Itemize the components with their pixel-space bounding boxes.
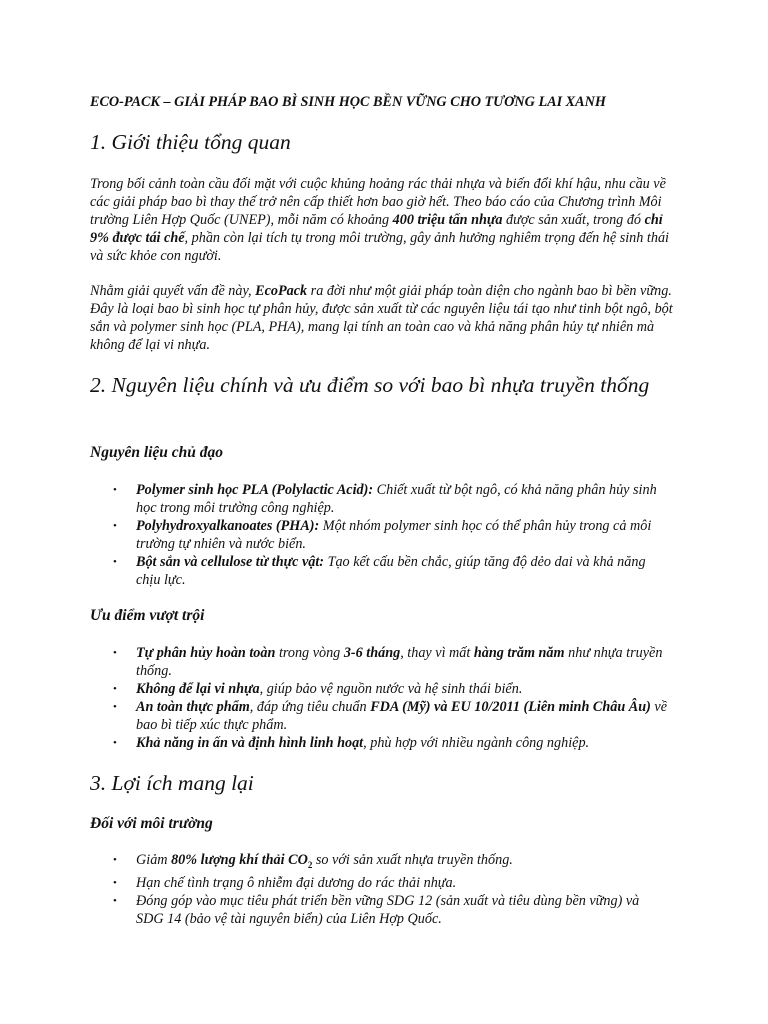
environment-list [90, 851, 670, 928]
bold-run: 400 triệu tấn nhựa [392, 212, 503, 228]
text-run: được sản xuất, trong đó [502, 212, 645, 228]
document-title: ECO-PACK – GIẢI PHÁP BAO BÌ SINH HỌC BỀN VỮNG CHO TƯƠNG LAI XANH [90, 94, 606, 110]
intro-paragraph-2 [90, 282, 675, 354]
text-run: Một nhóm polymer sinh học có thể phân hủy trong cả môi trường tự nhiên và nước biển. [136, 518, 652, 552]
bullet-icon: • [113, 484, 117, 496]
bullet-icon: • [113, 701, 117, 713]
bold-run: Bột sắn và cellulose từ thực vật: [136, 554, 325, 570]
list-item [90, 680, 670, 698]
bold-run: Không để lại vi nhựa [136, 681, 260, 697]
materials-list [90, 481, 670, 589]
text-run: Hạn chế tình trạng ô nhiễm đại dương do rác thải nhựa. [136, 874, 457, 891]
bullet-icon: • [113, 894, 117, 907]
text-run: như nhựa truyền thống. [136, 645, 663, 679]
bold-run: hàng trăm năm [473, 645, 565, 661]
text-run: , phần còn lại tích tụ trong môi trường, gây ảnh hưởng nghiêm trọng đến hệ sinh thái và sức khỏe con người. [90, 230, 669, 264]
text-run: Trong bối cảnh toàn cầu đối mặt với cuộc khủng hoảng rác thải nhựa và biến đổi khí hậu, nhu cầu về các giải pháp bao bì thay thế trở nên cấp thiết hơn bao giờ hết. Theo báo cáo của Chương trình Môi trường Liên Hợp Quốc (UNEP), mỗi năm có khoảng [90, 176, 666, 228]
bold-run: 3-6 tháng [343, 645, 401, 661]
section-3-heading: 3. Lợi ích mang lại [90, 771, 254, 795]
text-run: ra đời như một giải pháp toàn diện cho ngành bao bì bền vững. Đây là loại bao bì sinh học tự phân hủy, được sản xuất từ các nguyên liệu tái tạo như tinh bột ngô, bột sắn và polymer sinh học (PLA, PHA), mang lại tính an toàn cao và khả năng phân hủy tự nhiên mà không để lại vi nhựa. [90, 283, 673, 353]
list-item [90, 851, 670, 874]
text-run: Tạo kết cấu bền chắc, giúp tăng độ dẻo dai và khả năng chịu lực. [136, 554, 646, 588]
text-run: về bao bì tiếp xúc thực phẩm. [136, 699, 667, 733]
list-item [90, 481, 670, 517]
materials-subheading: Nguyên liệu chủ đạo [90, 444, 224, 461]
bullet-icon: • [113, 683, 117, 695]
section-2-heading: 2. Nguyên liệu chính và ưu điểm so với bao bì nhựa truyền thống [90, 373, 650, 397]
list-item [90, 644, 670, 680]
list-item [90, 892, 670, 928]
bullet-icon: • [113, 520, 117, 532]
text-run: , thay vì mất [400, 645, 474, 661]
advantages-list [90, 644, 670, 752]
list-item [90, 874, 670, 892]
text-run: trong vòng [275, 645, 344, 661]
bold-run: 80% lượng khí thải CO [171, 852, 308, 868]
subscript: 2 [307, 859, 313, 870]
list-item [90, 734, 670, 752]
bullet-icon: • [113, 854, 117, 866]
list-item [90, 698, 670, 734]
advantages-subheading: Ưu điểm vượt trội [90, 607, 205, 624]
text-run: , đáp ứng tiêu chuẩn [249, 699, 371, 715]
bold-run: Khả năng in ấn và định hình linh hoạt [136, 735, 364, 751]
bold-run: Polyhydroxyalkanoates (PHA): [136, 518, 320, 534]
text-run: so với sản xuất nhựa truyền thống. [312, 852, 513, 868]
text-run: , giúp bảo vệ nguồn nước và hệ sinh thái biển. [259, 681, 523, 697]
text-run: Đóng góp vào mục tiêu phát triển bền vững SDG 12 (sản xuất và tiêu dùng bền vững) và SDG 14 (bảo vệ tài nguyên biển) của Liên Hợp Quốc. [136, 892, 640, 927]
intro-paragraph-1 [90, 175, 675, 265]
bold-run: Polymer sinh học PLA (Polylactic Acid): [136, 482, 374, 498]
text-run: Nhằm giải quyết vấn đề này, [90, 283, 256, 299]
bullet-icon: • [113, 876, 117, 889]
bold-run: EcoPack [255, 283, 308, 299]
list-item [90, 553, 670, 589]
bold-run: Tự phân hủy hoàn toàn [136, 645, 276, 661]
text-run: Giảm [136, 852, 172, 868]
section-1-heading: 1. Giới thiệu tổng quan [90, 130, 291, 154]
bullet-icon: • [113, 556, 117, 568]
bold-run: An toàn thực phẩm [136, 699, 250, 715]
list-item [90, 517, 670, 553]
text-run: , phù hợp với nhiều ngành công nghiệp. [363, 735, 590, 751]
bold-run: chỉ 9% được tái chế [90, 212, 663, 246]
bullet-icon: • [113, 647, 117, 659]
bullet-icon: • [113, 737, 117, 749]
bold-run: FDA (Mỹ) và EU 10/2011 (Liên minh Châu Âu) [370, 699, 651, 715]
environment-subheading: Đối với môi trường [90, 815, 213, 832]
text-run: Chiết xuất từ bột ngô, có khả năng phân hủy sinh học trong môi trường công nghiệp. [136, 482, 657, 516]
